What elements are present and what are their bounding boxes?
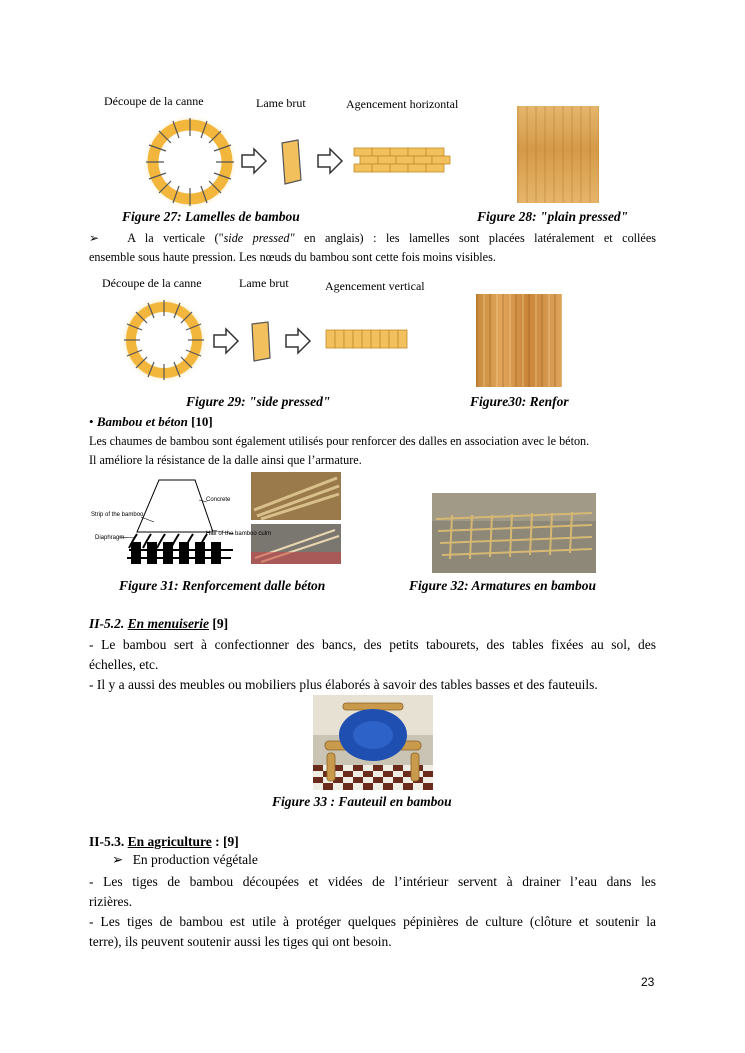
agriculture-bullet: ➢ [112, 852, 124, 867]
fig31-label-strip: Strip of the bamboo [91, 512, 144, 518]
fig31-label-half: Half of the bamboo culm [206, 531, 272, 537]
concrete-heading [89, 414, 213, 430]
fig31-label-concrete: Concrete [206, 497, 231, 503]
agriculture-heading-title: En agriculture [127, 834, 212, 849]
fig31-concrete-block [137, 480, 213, 532]
menuiserie-line2: échelles, etc. [89, 657, 159, 672]
side-pressed-prefix: A la verticale (" [127, 231, 224, 245]
page-number: 23 [641, 975, 655, 989]
fig27-label-arrangement: Agencement horizontal [346, 97, 459, 111]
agriculture-heading [89, 834, 239, 850]
fig31-slab-diagram [89, 472, 341, 572]
fig33-armchair-photo [313, 695, 433, 790]
menuiserie-heading-num: II-5.2. [89, 616, 125, 631]
agriculture-line2: rizières. [89, 894, 133, 909]
fig27-arrow-2 [318, 149, 342, 173]
concrete-paragraph [89, 432, 656, 470]
fig32-caption: Figure 32: Armatures en bambou [409, 578, 597, 593]
menuiserie-line3: - Il y a aussi des meubles ou mobiliers plus élaborés à savoir des tables basses et des fauteuils. [89, 677, 598, 692]
concrete-heading-title: Bambou et béton [96, 414, 188, 429]
menuiserie-heading [89, 616, 228, 632]
agriculture-heading-ref: : [9] [215, 834, 239, 849]
concrete-line2: Il améliore la résistance de la dalle ainsi que l’armature. [89, 453, 362, 467]
fig29-label-cut: Découpe de la canne [102, 276, 202, 290]
agriculture-line4: terre), ils peuvent soutenir aussi les tiges qui ont besoin. [89, 934, 392, 949]
fig29-label-raw: Lame brut [239, 276, 289, 290]
side-pressed-suffix: en anglais) : les lamelles sont placées latéralement et collées [294, 231, 656, 245]
agriculture-sub: En production végétale [132, 852, 258, 867]
fig27-diagram [140, 112, 470, 212]
fig31-caption: Figure 31: Renforcement dalle béton [119, 578, 326, 593]
menuiserie-paragraph [89, 635, 656, 695]
fig27-label-cut: Découpe de la canne [104, 94, 204, 108]
agriculture-line1: - Les tiges de bambou découpées et vidées de l’intérieur servent à drainer l’eau dans les [89, 874, 656, 889]
side-pressed-paragraph [89, 229, 656, 267]
fig31-label-diaphragm: Diaphragm [95, 535, 125, 541]
fig29-raw-slat [252, 322, 270, 361]
fig29-label-arrangement: Agencement vertical [325, 279, 425, 293]
fig29-diagram [118, 292, 428, 392]
fig29-arrow-1 [214, 329, 238, 353]
agriculture-paragraph [89, 872, 656, 952]
agriculture-heading-num: II-5.3. [89, 834, 125, 849]
fig27-caption: Figure 27: Lamelles de bambou [122, 209, 300, 224]
fig27-arrow-1 [242, 149, 266, 173]
menuiserie-heading-title: En menuiserie [127, 616, 210, 631]
fig32-rebar-photo [432, 493, 596, 573]
fig30-caption: Figure30: Renfor [470, 394, 569, 409]
concrete-heading-bullet: • [89, 414, 94, 429]
fig29-vertical-slats [326, 330, 407, 348]
fig28-plain-pressed-photo [517, 106, 599, 203]
fig29-caption: Figure 29: "side pressed" [186, 394, 331, 409]
fig29-arrow-2 [286, 329, 310, 353]
agriculture-line3: - Les tiges de bambou est utile à protéger quelques pépinières de culture (clôture et soutenir la [89, 914, 656, 929]
side-pressed-bullet: ➢ [89, 231, 100, 245]
fig28-caption: Figure 28: "plain pressed" [477, 209, 629, 224]
concrete-line1: Les chaumes de bambou sont également utilisés pour renforcer des dalles en association avec le béton. [89, 434, 590, 448]
menuiserie-line1: - Le bambou sert à confectionner des bancs, des petits tabourets, des tables fixées au sol, des [89, 637, 656, 652]
fig27-horizontal-bricks [354, 148, 450, 172]
side-pressed-term: side pressed" [223, 231, 295, 245]
side-pressed-line2: ensemble sous haute pression. Les nœuds du bambou sont cette fois moins visibles. [89, 250, 496, 264]
menuiserie-heading-ref: [9] [212, 616, 229, 631]
agriculture-subheading [112, 852, 258, 868]
fig30-side-pressed-photo [476, 294, 562, 387]
fig27-label-raw: Lame brut [256, 96, 306, 110]
fig27-raw-slat [282, 140, 301, 184]
fig33-caption: Figure 33 : Fauteuil en bambou [272, 794, 452, 809]
concrete-heading-ref: [10] [191, 414, 213, 429]
